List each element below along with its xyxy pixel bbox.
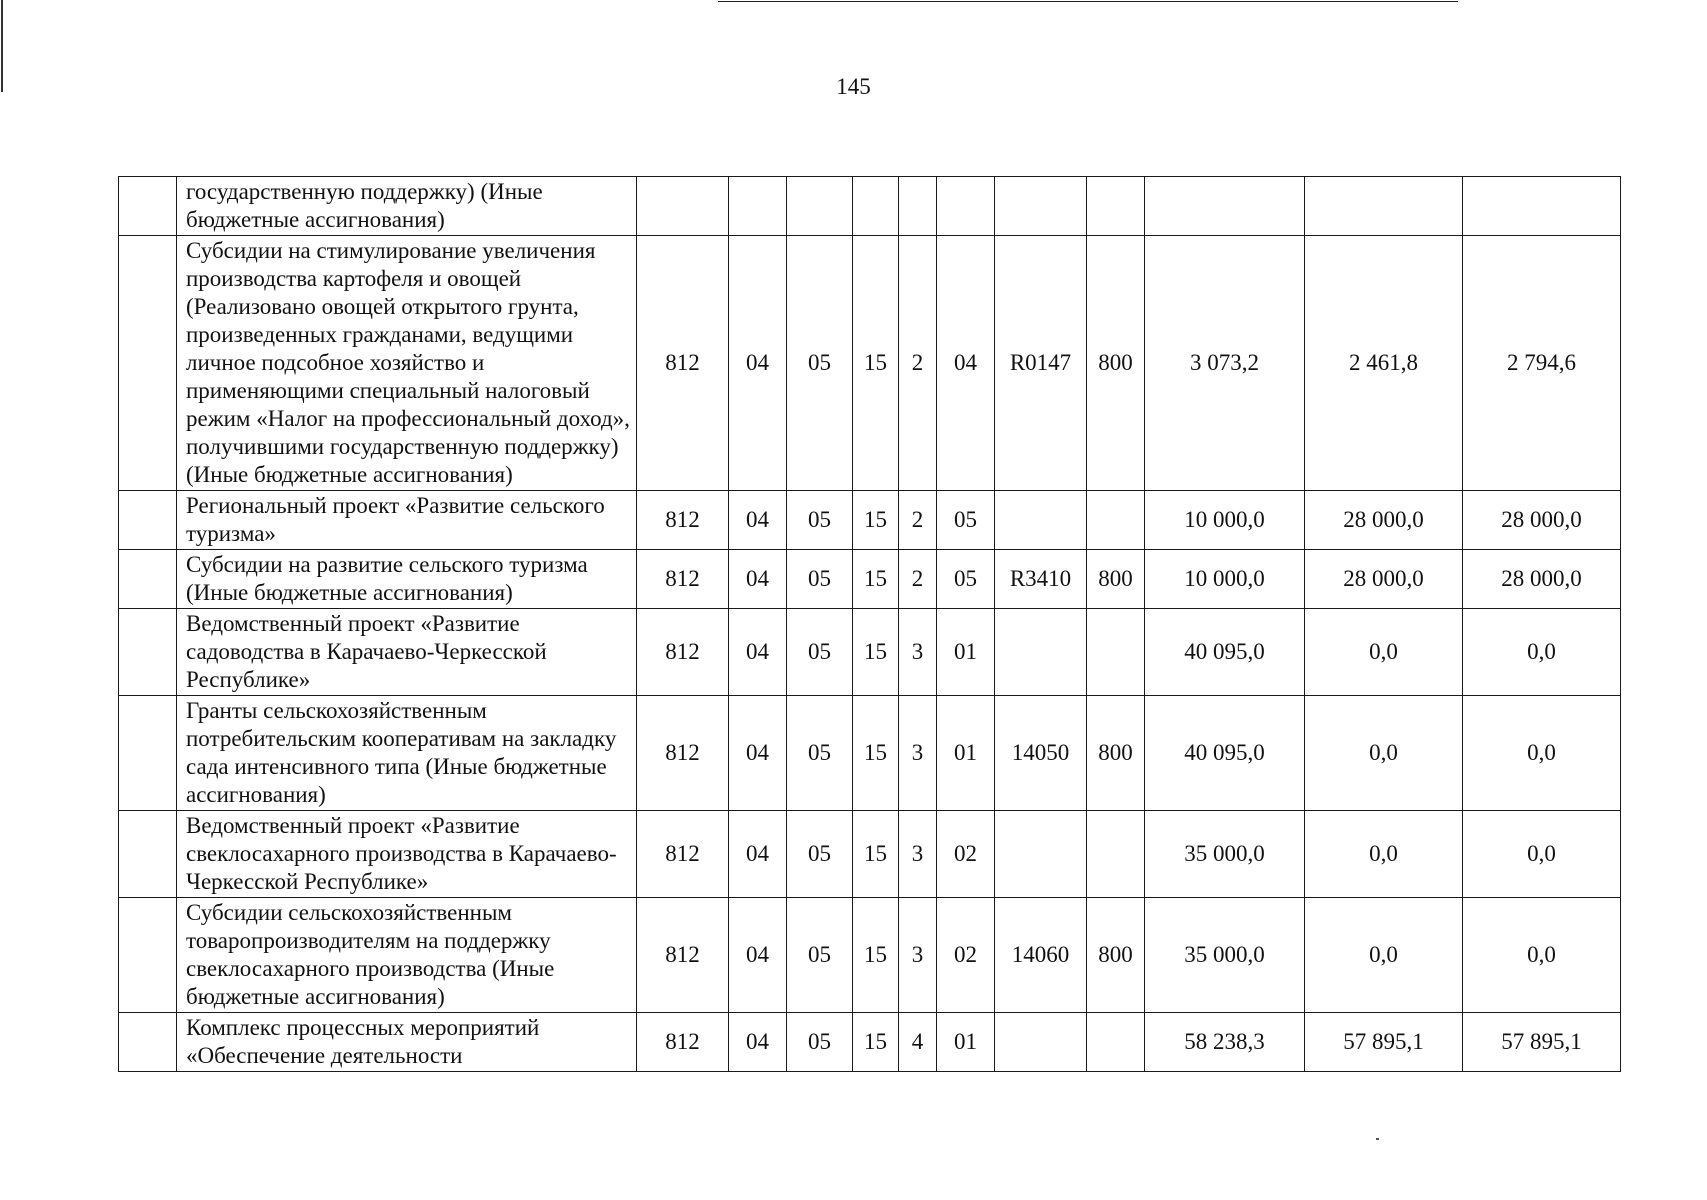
table-row	[119, 550, 1621, 609]
code-cell-3: 05	[787, 236, 853, 491]
code-cell-5: 2	[899, 236, 937, 491]
code-cell-2	[729, 177, 787, 236]
table-row	[119, 696, 1621, 811]
code-cell-2: 04	[729, 550, 787, 609]
code-cell-5: 3	[899, 898, 937, 1013]
code-cell-8: 800	[1087, 236, 1145, 491]
table-row	[119, 609, 1621, 696]
amount-cell-3: 2 794,6	[1463, 236, 1621, 491]
amount-cell-1: 3 073,2	[1145, 236, 1305, 491]
amount-cell-1: 35 000,0	[1145, 898, 1305, 1013]
scan-speck	[1376, 1138, 1379, 1140]
code-cell-3: 05	[787, 1013, 853, 1072]
code-cell-6: 05	[937, 491, 995, 550]
code-cell-3: 05	[787, 609, 853, 696]
item-name-cell: Субсидии сельскохозяйственным товаропроизводителям на поддержку свеклосахарного производства (Иные бюджетные ассигнования)	[177, 898, 637, 1013]
amount-cell-2: 28 000,0	[1305, 491, 1463, 550]
code-cell-8: 800	[1087, 898, 1145, 1013]
code-cell-1	[637, 177, 729, 236]
amount-cell-1: 40 095,0	[1145, 609, 1305, 696]
row-index-cell	[119, 236, 177, 491]
code-cell-5: 3	[899, 696, 937, 811]
code-cell-7: 14050	[995, 696, 1087, 811]
amount-cell-2: 0,0	[1305, 898, 1463, 1013]
code-cell-6: 01	[937, 609, 995, 696]
code-cell-1: 812	[637, 236, 729, 491]
item-name-cell: Субсидии на развитие сельского туризма (Иные бюджетные ассигнования)	[177, 550, 637, 609]
amount-cell-1: 40 095,0	[1145, 696, 1305, 811]
table-row	[119, 1013, 1621, 1072]
code-cell-8	[1087, 609, 1145, 696]
amount-cell-3: 28 000,0	[1463, 491, 1621, 550]
top-rule	[718, 1, 1458, 2]
code-cell-3: 05	[787, 898, 853, 1013]
code-cell-5: 2	[899, 491, 937, 550]
item-name-cell: Субсидии на стимулирование увеличения производства картофеля и овощей (Реализовано овощей открытого грунта, произведенных гражданами, ведущими личное подсобное хозяйство и применяющими специальный налоговый режим «Налог на профессиональный доход», получившими государственную поддержку) (Иные бюджетные ассигнования)	[177, 236, 637, 491]
amount-cell-2: 28 000,0	[1305, 550, 1463, 609]
amount-cell-1: 58 238,3	[1145, 1013, 1305, 1072]
code-cell-6	[937, 177, 995, 236]
code-cell-8	[1087, 1013, 1145, 1072]
item-name-cell: Ведомственный проект «Развитие садоводства в Карачаево-Черкесской Республике»	[177, 609, 637, 696]
row-index-cell	[119, 609, 177, 696]
page-number: 145	[836, 74, 871, 99]
code-cell-2: 04	[729, 609, 787, 696]
code-cell-2: 04	[729, 1013, 787, 1072]
code-cell-4	[853, 177, 899, 236]
code-cell-4: 15	[853, 609, 899, 696]
row-index-cell	[119, 177, 177, 236]
item-name-cell: государственную поддержку) (Иные бюджетные ассигнования)	[177, 177, 637, 236]
code-cell-7	[995, 491, 1087, 550]
amount-cell-2	[1305, 177, 1463, 236]
code-cell-4: 15	[853, 550, 899, 609]
code-cell-3: 05	[787, 550, 853, 609]
code-cell-4: 15	[853, 696, 899, 811]
code-cell-4: 15	[853, 898, 899, 1013]
code-cell-7	[995, 811, 1087, 898]
amount-cell-1: 35 000,0	[1145, 811, 1305, 898]
code-cell-8	[1087, 491, 1145, 550]
table-row	[119, 491, 1621, 550]
row-index-cell	[119, 696, 177, 811]
code-cell-7: R3410	[995, 550, 1087, 609]
amount-cell-2: 2 461,8	[1305, 236, 1463, 491]
code-cell-7: R0147	[995, 236, 1087, 491]
code-cell-8: 800	[1087, 696, 1145, 811]
amount-cell-2: 0,0	[1305, 609, 1463, 696]
code-cell-7	[995, 177, 1087, 236]
code-cell-3	[787, 177, 853, 236]
code-cell-2: 04	[729, 696, 787, 811]
row-index-cell	[119, 491, 177, 550]
amount-cell-3: 0,0	[1463, 898, 1621, 1013]
table-row	[119, 177, 1621, 236]
code-cell-2: 04	[729, 236, 787, 491]
code-cell-5: 3	[899, 609, 937, 696]
item-name-cell: Ведомственный проект «Развитие свеклосахарного производства в Карачаево-Черкесской Республике»	[177, 811, 637, 898]
code-cell-5	[899, 177, 937, 236]
amount-cell-3: 0,0	[1463, 609, 1621, 696]
amount-cell-2: 0,0	[1305, 696, 1463, 811]
amount-cell-1: 10 000,0	[1145, 550, 1305, 609]
code-cell-1: 812	[637, 609, 729, 696]
code-cell-7	[995, 1013, 1087, 1072]
code-cell-8: 800	[1087, 550, 1145, 609]
table-row	[119, 898, 1621, 1013]
item-name-cell: Региональный проект «Развитие сельского туризма»	[177, 491, 637, 550]
row-index-cell	[119, 550, 177, 609]
budget-table	[118, 176, 1621, 1072]
amount-cell-2: 0,0	[1305, 811, 1463, 898]
code-cell-1: 812	[637, 811, 729, 898]
amount-cell-1	[1145, 177, 1305, 236]
code-cell-1: 812	[637, 1013, 729, 1072]
amount-cell-3: 28 000,0	[1463, 550, 1621, 609]
code-cell-6: 02	[937, 811, 995, 898]
code-cell-6: 04	[937, 236, 995, 491]
code-cell-5: 3	[899, 811, 937, 898]
amount-cell-3: 57 895,1	[1463, 1013, 1621, 1072]
code-cell-3: 05	[787, 491, 853, 550]
amount-cell-3: 0,0	[1463, 811, 1621, 898]
code-cell-4: 15	[853, 491, 899, 550]
code-cell-6: 01	[937, 1013, 995, 1072]
row-index-cell	[119, 811, 177, 898]
code-cell-5: 2	[899, 550, 937, 609]
code-cell-4: 15	[853, 1013, 899, 1072]
code-cell-2: 04	[729, 491, 787, 550]
code-cell-3: 05	[787, 696, 853, 811]
amount-cell-3: 0,0	[1463, 696, 1621, 811]
code-cell-5: 4	[899, 1013, 937, 1072]
code-cell-3: 05	[787, 811, 853, 898]
code-cell-6: 01	[937, 696, 995, 811]
code-cell-6: 05	[937, 550, 995, 609]
code-cell-2: 04	[729, 898, 787, 1013]
code-cell-1: 812	[637, 491, 729, 550]
table-row	[119, 811, 1621, 898]
item-name-cell: Гранты сельскохозяйственным потребительским кооперативам на закладку сада интенсивного типа (Иные бюджетные ассигнования)	[177, 696, 637, 811]
item-name-cell: Комплекс процессных мероприятий «Обеспечение деятельности	[177, 1013, 637, 1072]
code-cell-6: 02	[937, 898, 995, 1013]
code-cell-4: 15	[853, 236, 899, 491]
code-cell-8	[1087, 811, 1145, 898]
row-index-cell	[119, 898, 177, 1013]
code-cell-1: 812	[637, 550, 729, 609]
amount-cell-3	[1463, 177, 1621, 236]
amount-cell-2: 57 895,1	[1305, 1013, 1463, 1072]
code-cell-4: 15	[853, 811, 899, 898]
code-cell-7	[995, 609, 1087, 696]
code-cell-7: 14060	[995, 898, 1087, 1013]
code-cell-8	[1087, 177, 1145, 236]
amount-cell-1: 10 000,0	[1145, 491, 1305, 550]
code-cell-1: 812	[637, 696, 729, 811]
table-row	[119, 236, 1621, 491]
row-index-cell	[119, 1013, 177, 1072]
code-cell-1: 812	[637, 898, 729, 1013]
code-cell-2: 04	[729, 811, 787, 898]
